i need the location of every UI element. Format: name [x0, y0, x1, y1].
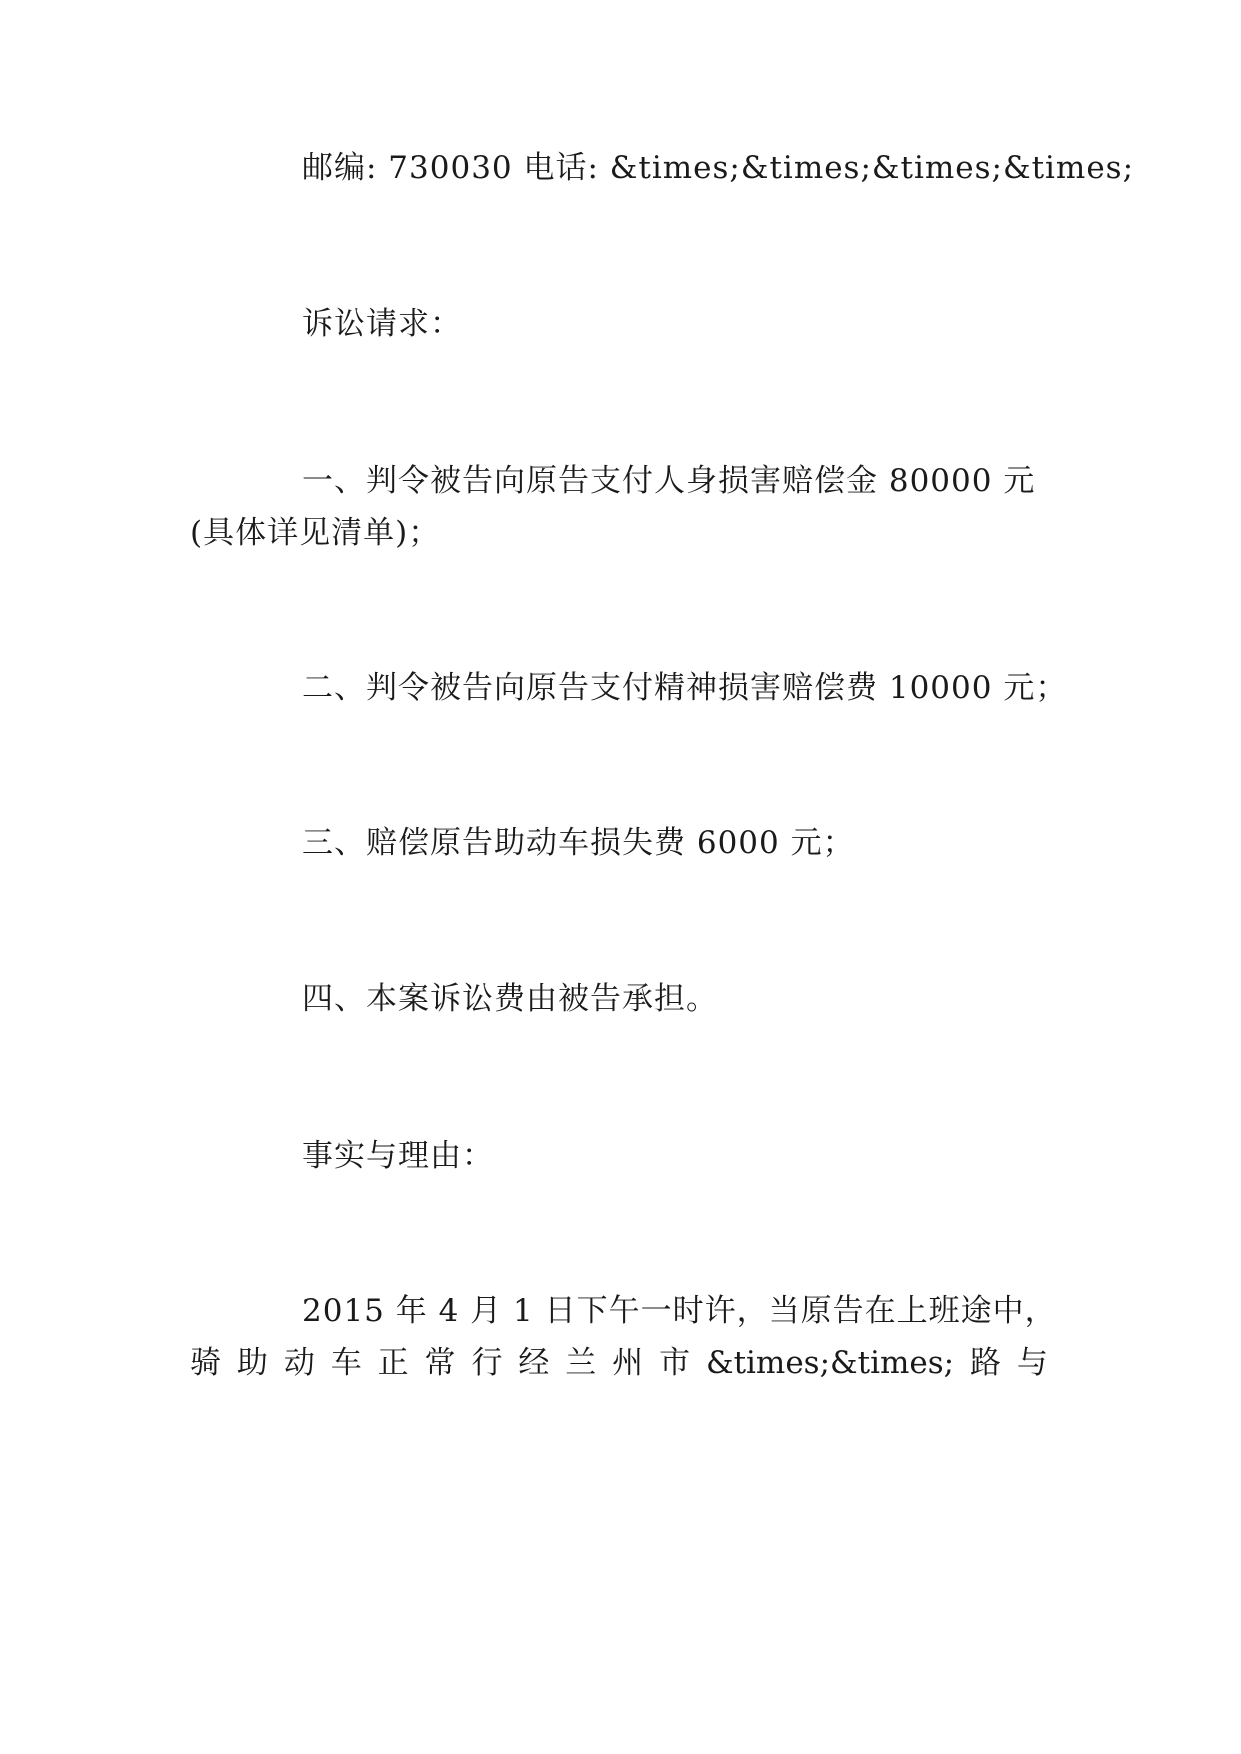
facts-word: 助: [236, 1345, 268, 1381]
facts-word: 与: [1016, 1345, 1048, 1381]
facts-line-1: 2015 年 4 月 1 日下午一时许，当原告在上班途中，: [302, 1293, 1057, 1329]
facts-heading: 事实与理由：: [302, 1138, 494, 1174]
facts-word: &times;&times;: [705, 1345, 955, 1381]
facts-word: 兰: [565, 1345, 597, 1381]
claim-3: 三、赔偿原告助动车损失费 6000 元；: [302, 825, 855, 861]
contact-line: 邮编: 730030 电话: &times;&times;&times;&times;: [302, 150, 1135, 186]
facts-word: 动: [283, 1345, 315, 1381]
facts-word: 车: [330, 1345, 362, 1381]
facts-word: 骑: [190, 1345, 221, 1381]
claim-1-line-2: (具体详见清单)；: [190, 515, 441, 551]
facts-word: 经: [518, 1345, 550, 1381]
facts-word: 州: [612, 1345, 644, 1381]
facts-word: 市: [659, 1345, 691, 1381]
facts-word: 行: [471, 1345, 503, 1381]
claim-4: 四、本案诉讼费由被告承担。: [302, 981, 718, 1017]
facts-line-2: [190, 1343, 1048, 1383]
facts-word: 正: [377, 1345, 409, 1381]
claim-2: 二、判令被告向原告支付精神损害赔偿费 10000 元；: [302, 670, 1068, 706]
claims-heading: 诉讼请求：: [302, 306, 462, 342]
facts-word: 路: [970, 1345, 1001, 1381]
claim-1-line-1: 一、判令被告向原告支付人身损害赔偿金 80000 元: [302, 463, 1036, 499]
facts-word: 常: [424, 1345, 456, 1381]
